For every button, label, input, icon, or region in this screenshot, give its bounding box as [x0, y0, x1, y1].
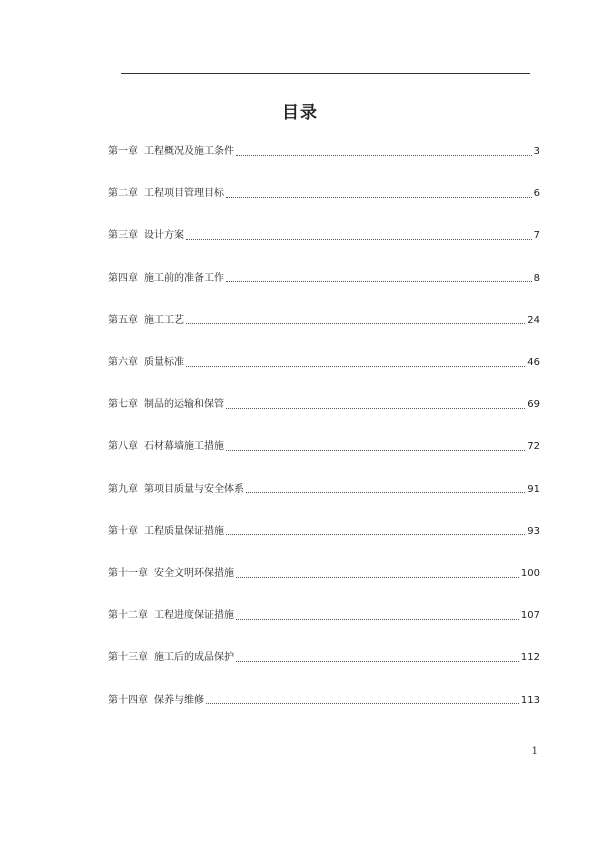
toc-chapter-number: 第九章 — [108, 483, 138, 495]
toc-chapter-number: 第十章 — [108, 525, 138, 537]
toc-entry[interactable] — [108, 601, 540, 631]
toc-dot-leader — [226, 281, 532, 282]
toc-chapter-title: 工程概况及施工条件 — [144, 146, 234, 157]
toc-entry[interactable] — [108, 264, 540, 294]
toc-page-number: 24 — [527, 314, 540, 326]
toc-page-number: 69 — [527, 399, 540, 411]
toc-dot-leader — [186, 239, 532, 240]
toc-dot-leader — [246, 492, 525, 493]
toc-page-number: 107 — [520, 610, 540, 622]
toc-chapter-title: 保养与维修 — [154, 694, 204, 706]
toc-entry[interactable] — [108, 348, 540, 378]
toc-chapter-number: 第五章 — [108, 314, 138, 326]
toc-chapter-title: 制品的运输和保管 — [144, 399, 224, 411]
toc-page-number: 6 — [533, 188, 540, 200]
toc-entry[interactable] — [108, 221, 540, 251]
toc-entry[interactable] — [108, 686, 540, 716]
toc-chapter-title: 质量标准 — [144, 357, 184, 368]
toc-dot-leader — [226, 450, 525, 451]
toc-chapter-number: 第一章 — [108, 146, 138, 157]
toc-dot-leader — [236, 661, 519, 662]
toc-entry[interactable] — [108, 517, 540, 547]
toc-chapter-number: 第四章 — [108, 272, 138, 284]
toc-page-number: 46 — [527, 357, 540, 368]
toc-dot-leader — [226, 534, 525, 535]
toc-chapter-number: 第六章 — [108, 357, 138, 368]
toc-chapter-number: 第八章 — [108, 441, 138, 453]
header-rule — [121, 73, 530, 74]
toc-chapter-number: 第三章 — [108, 230, 138, 242]
toc-dot-leader — [236, 577, 519, 578]
toc-page-number: 7 — [533, 230, 540, 242]
toc-chapter-title: 施工前的准备工作 — [144, 272, 224, 284]
toc-chapter-number: 第十二章 — [108, 610, 148, 622]
toc-chapter-title: 工程项目管理目标 — [144, 188, 224, 200]
toc-page-number: 112 — [520, 652, 540, 664]
toc-page-number: 93 — [527, 525, 540, 537]
toc-page-number: 100 — [520, 568, 540, 579]
toc-entry[interactable] — [108, 643, 540, 673]
toc-entry[interactable] — [108, 432, 540, 462]
toc-chapter-number: 第七章 — [108, 399, 138, 411]
toc-chapter-title: 第项目质量与安全体系 — [144, 483, 244, 495]
toc-entry[interactable] — [108, 179, 540, 209]
toc-chapter-title: 设计方案 — [144, 230, 184, 242]
toc-entry[interactable] — [108, 390, 540, 420]
toc-chapter-number: 第十一章 — [108, 568, 148, 579]
toc-page-number: 3 — [533, 146, 540, 157]
toc-chapter-title: 安全文明环保措施 — [154, 568, 234, 579]
page-number: 1 — [531, 746, 538, 757]
toc-chapter-title: 施工后的成品保护 — [154, 652, 234, 664]
toc-dot-leader — [226, 408, 525, 409]
toc-chapter-title: 石材幕墙施工措施 — [144, 441, 224, 453]
toc-page-number: 8 — [533, 272, 540, 284]
toc-chapter-title: 施工工艺 — [144, 314, 184, 326]
toc-chapter-number: 第二章 — [108, 188, 138, 200]
toc-chapter-number: 第十三章 — [108, 652, 148, 664]
toc-dot-leader — [206, 703, 519, 704]
toc-dot-leader — [226, 197, 532, 198]
toc-entry[interactable] — [108, 306, 540, 336]
toc-entry[interactable] — [108, 137, 540, 167]
toc-chapter-number: 第十四章 — [108, 694, 148, 706]
toc-page-number: 113 — [520, 694, 540, 706]
toc-chapter-title: 工程质量保证措施 — [144, 525, 224, 537]
toc-page-number: 72 — [527, 441, 540, 453]
toc-entry[interactable] — [108, 475, 540, 505]
toc-page-number: 91 — [527, 483, 540, 495]
toc-dot-leader — [186, 323, 525, 324]
page-title: 目录 — [282, 103, 318, 123]
toc-dot-leader — [236, 155, 532, 156]
toc-chapter-title: 工程进度保证措施 — [154, 610, 234, 622]
toc-dot-leader — [186, 366, 525, 367]
toc-entry[interactable] — [108, 559, 540, 589]
toc-dot-leader — [236, 619, 519, 620]
